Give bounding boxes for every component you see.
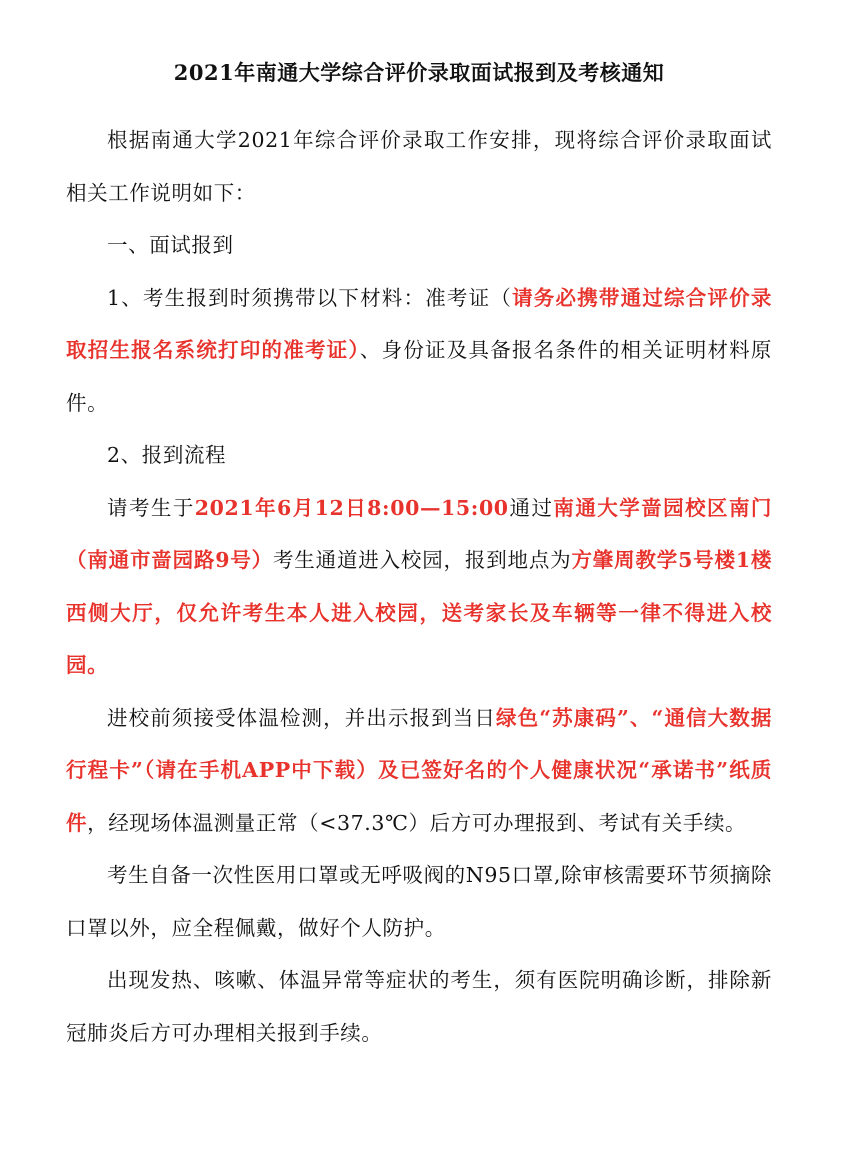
procedure-heading: 2、报到流程 [107,443,227,467]
registration-date: 2021年6月12日8:00—15:00 [194,495,509,520]
materials-suffix: 、身份证及具备报名条件的相关证明材料原件。 [66,338,772,415]
health-text-1: 进校前须接受体温检测，并出示报到当日 [107,705,497,730]
admission-ticket-note: 请务必携带通过综合评价录取招生报名系统打印的准考证） [66,285,772,362]
materials-prefix: 1、考生报到时须携带以下材料：准考证（ [107,285,513,310]
health-check-paragraph [66,692,772,850]
health-text-2: ，经现场体温测量正常（<37.3℃）后方可办理报到、考试有关手续。 [87,810,747,835]
health-documents: 绿色“苏康码”、“通信大数据行程卡”（请在手机APP中下载）及已签好名的个人健康状况“承诺书”纸质件 [66,705,772,835]
registration-location: 方肇周教学5号楼1楼西侧大厅，仅允许考生本人进入校园，送考家长及车辆等一律不得进入校园。 [66,548,773,677]
procedure-paragraph [66,482,772,692]
page-title: 2021年南通大学综合评价录取面试报到及考核通知 [173,60,665,85]
entry-gate: 南通大学啬园校区南门（南通市啬园路9号） [66,495,772,572]
procedure-text-2: 通过 [508,495,554,520]
materials-paragraph [66,272,772,430]
section-heading-registration: 一、面试报到 [107,233,234,257]
intro-paragraph: 根据南通大学2021年综合评价录取工作安排，现将综合评价录取面试相关工作说明如下： [66,128,772,205]
mask-paragraph: 考生自备一次性医用口罩或无呼吸阀的N95口罩,除审核需要环节须摘除口罩以外，应全程佩戴，做好个人防护。 [66,863,772,940]
procedure-text-1: 请考生于 [107,495,195,520]
procedure-text-3: 考生通道进入校园，报到地点为 [272,548,572,572]
symptoms-paragraph: 出现发热、咳嗽、体温异常等症状的考生，须有医院明确诊断，排除新冠肺炎后方可办理相关报到手续。 [66,968,772,1045]
